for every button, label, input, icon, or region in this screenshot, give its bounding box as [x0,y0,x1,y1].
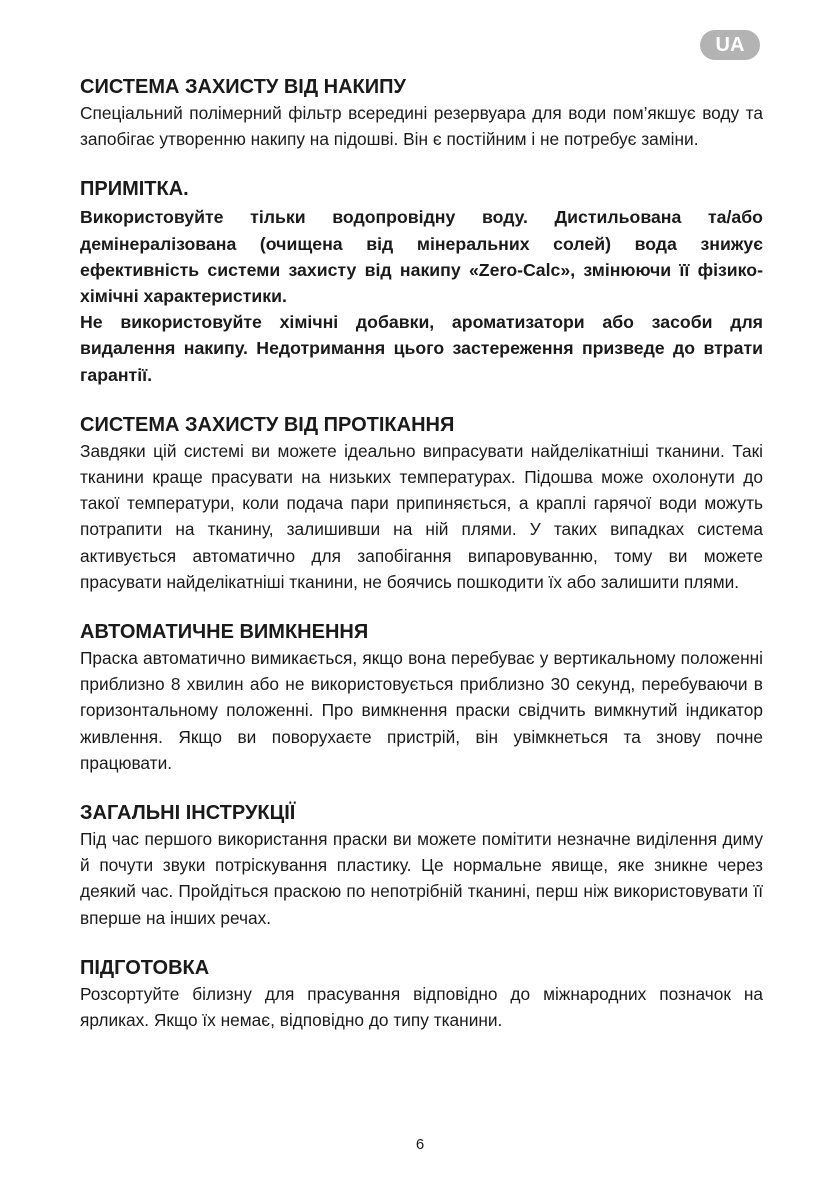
section-note [80,176,763,387]
section-title: АВТОМАТИЧНЕ ВИМКНЕННЯ [80,621,369,644]
section-general-instructions [80,800,763,931]
section-auto-off [80,619,763,776]
document-body [80,74,763,1057]
section-preparation [80,955,763,1033]
section-title: СИСТЕМА ЗАХИСТУ ВІД ПРОТІКАННЯ [80,413,455,436]
note-paragraph: Використовуйте тільки водопровідну воду. Дистильована та/або демінералізована (очищена від мінеральних солей) вода знижує ефективність системи захисту від накипу «Zero-Calc», змінюючи її фізико-хімічні характеристики. [80,207,763,307]
section-title: ПІДГОТОВКА [80,956,210,979]
language-badge: UA [700,30,760,60]
section-text: Спеціальний полімерний фільтр всередині резервуара для води пом’якшує воду та запобігає утворенню накипу на підошві. Він є постійним і не потребує заміни. [80,103,763,150]
section-text: Завдяки цій системі ви можете ідеально випрасувати найделікатніші тканини. Такі тканини краще прасувати на низьких температурах. Підошва може охолонути до такої температури, коли подача пари припиняється, а краплі гарячої води можуть потрапити на тканину, залишивши на ній плями. У таких випадках система активується автоматично для запобігання випаровуванню, тому ви можете прасувати найделікатніші тканини, не боячись пошкодити їх або залишити плями. [80,440,763,592]
section-text: Праска автоматично вимикається, якщо вона перебуває у вертикальному положенні приблизно 8 хвилин або не використовується приблизно 30 секунд, перебуваючи в горизонтальному положенні. Про вимкнення праски свідчить вимкнутий індикатор живлення. Якщо ви поворухаєте пристрій, він увімкнеться та знову почне працювати. [80,648,763,773]
section-anti-drip [80,412,763,595]
section-text: Під час першого використання праски ви можете помітити незначне виділення диму й почути звуки потріскування пластику. Це нормальне явище, яке зникне через деякий час. Пройдіться праскою по непотрібній тканині, перш ніж використовувати її вперше на інших речах. [80,829,763,928]
section-title: ЗАГАЛЬНІ ІНСТРУКЦІЇ [80,802,296,825]
section-limescale [80,74,763,152]
page-number: 6 [415,1136,425,1153]
section-title: СИСТЕМА ЗАХИСТУ ВІД НАКИПУ [80,76,406,98]
section-text: Розсортуйте білизну для прасування відповідно до міжнародних позначок на ярликах. Якщо їх немає, відповідно до типу тканини. [80,983,763,1031]
section-title: ПРИМІТКА. [80,178,189,201]
note-paragraph: Не використовуйте хімічні добавки, ароматизатори або засоби для видалення накипу. Недотримання цього застереження призведе до втрати гарантії. [80,312,763,385]
